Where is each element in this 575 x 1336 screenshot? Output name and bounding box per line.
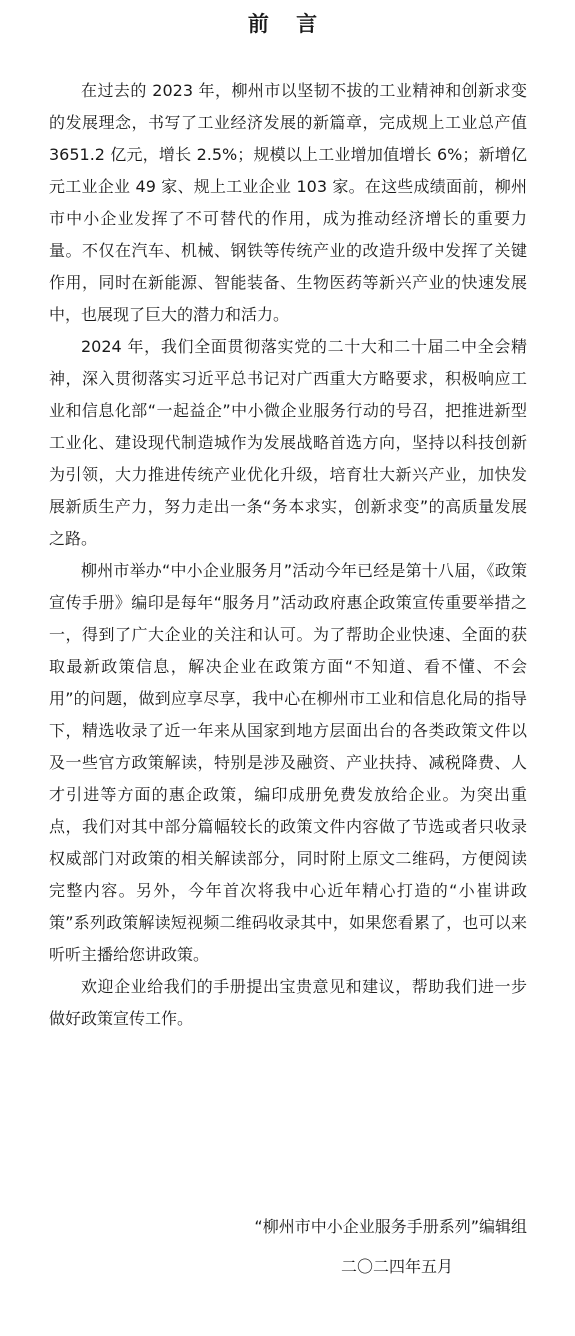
signature-organization: “柳州市中小企业服务手册系列”编辑组	[254, 1217, 527, 1236]
paragraph-3: 柳州市举办“中小企业服务月”活动今年已经是第十八届，《政策宣传手册》编印是每年“服务月”活动政府惠企政策宣传重要举措之一，得到了广大企业的关注和认可。为了帮助企业快速、全面的获取最新政策信息，解决企业在政策方面“不知道、看不懂、不会用”的问题，做到应享尽享，我中心在柳州市工业和信息化局的指导下，精选收录了近一年来从国家到地方层面出台的各类政策文件以及一些官方政策解读，特别是涉及融资、产业扶持、减税降费、人才引进等方面的惠企政策，编印成册免费发放给企业。为突出重点，我们对其中部分篇幅较长的政策文件内容做了节选或者只收录权威部门对政策的相关解读部分，同时附上原文二维码，方便阅读完整内容。另外，今年首次将我中心近年精心打造的“小崔讲政策”系列政策解读短视频二维码收录其中，如果您看累了，也可以来听听主播给您讲政策。	[49, 561, 527, 964]
preface-body	[49, 75, 527, 1035]
page-title: 前 言	[247, 12, 328, 36]
paragraph-4: 欢迎企业给我们的手册提出宝贵意见和建议，帮助我们进一步做好政策宣传工作。	[49, 977, 527, 1028]
signature-date: 二〇二四年五月	[340, 1257, 453, 1276]
paragraph-2: 2024 年，我们全面贯彻落实党的二十大和二十届二中全会精神，深入贯彻落实习近平总书记对广西重大方略要求，积极响应工业和信息化部“一起益企”中小微企业服务行动的号召，把推进新型工业化、建设现代制造城作为发展战略首选方向，坚持以科技创新为引领，大力推进传统产业优化升级，培育壮大新兴产业，加快发展新质生产力，努力走出一条“务本求实，创新求变”的高质量发展之路。	[49, 337, 527, 548]
paragraph-1: 在过去的 2023 年，柳州市以坚韧不拔的工业精神和创新求变的发展理念，书写了工业经济发展的新篇章，完成规上工业总产值 3651.2 亿元，增长 2.5%；规模以上工业增加值增长 6%；新增亿元工业企业 49 家、规上工业企业 103 家。在这些成绩面前，柳州市中小企业发挥了不可替代的作用，成为推动经济增长的重要力量。不仅在汽车、机械、钢铁等传统产业的改造升级中发挥了关键作用，同时在新能源、智能装备、生物医药等新兴产业的快速发展中，也展现了巨大的潜力和活力。	[49, 81, 527, 324]
signature-block	[254, 1217, 527, 1277]
